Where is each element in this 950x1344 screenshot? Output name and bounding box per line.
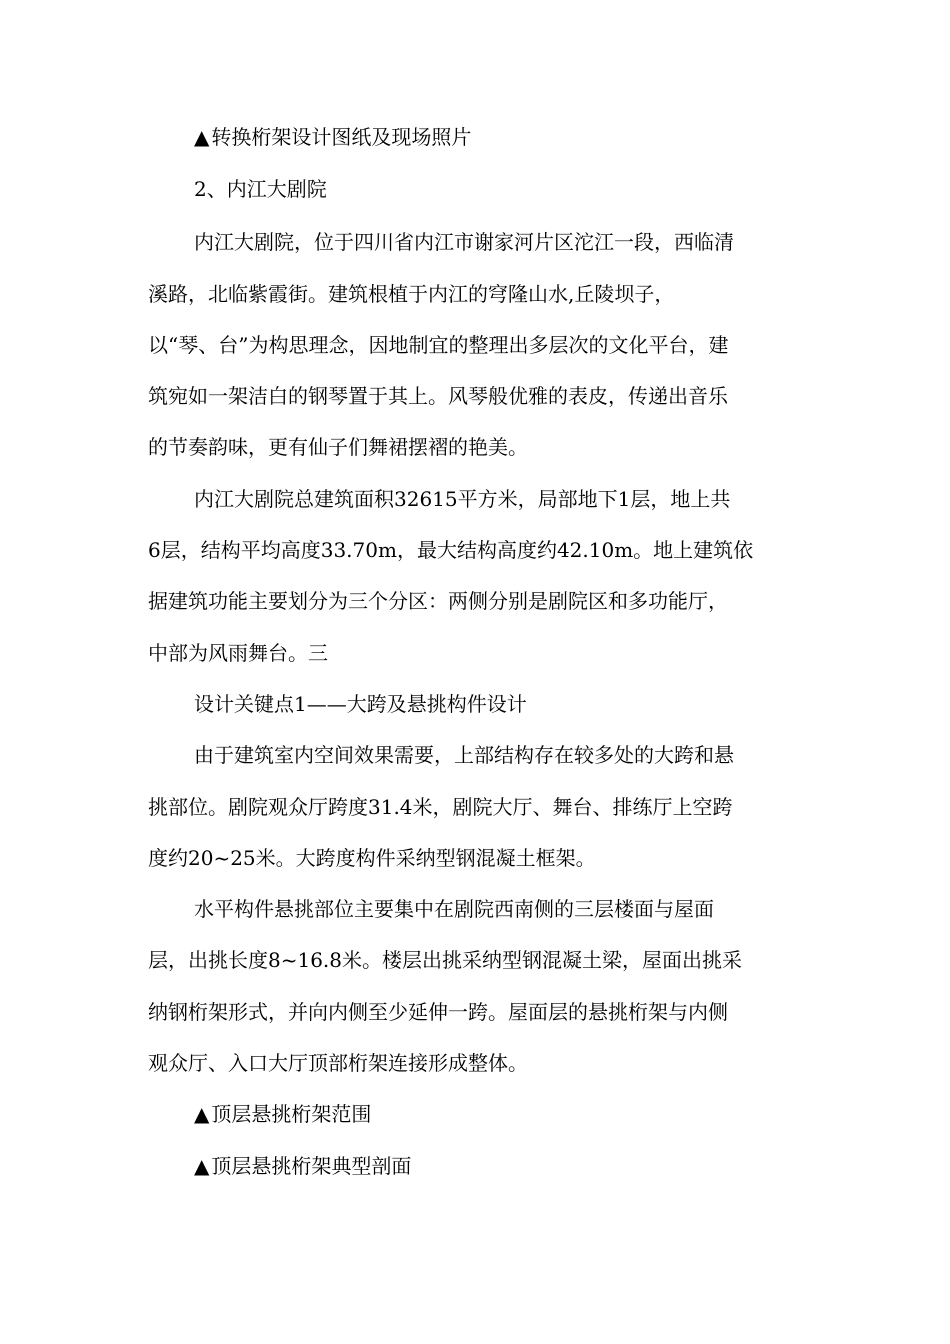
paragraph-line: 观众厅、入口大厅顶部桁架连接形成整体。 [148,1051,528,1075]
triangle-bullet-icon: ▲ [194,1102,210,1126]
paragraph-line: 6层，结构平均高度33.70m，最大结构高度约42.10m。地上建筑依 [148,538,754,562]
figure-caption-transfer-truss [194,125,471,149]
key-point-heading: 设计关键点1——大跨及悬挑构件设计 [194,692,527,716]
paragraph-line: 的节奏韵味，更有仙子们舞裙摆褶的艳美。 [148,435,528,459]
section-heading: 2、内江大剧院 [194,177,327,201]
caption-text: 顶层悬挑桁架典型剖面 [211,1154,412,1178]
paragraph-line: 以“琴、台”为构思理念，因地制宜的整理出多层次的文化平台，建 [148,333,729,357]
paragraph-line: 挑部位。剧院观众厅跨度31.4米，剧院大厅、舞台、排练厅上空跨 [148,795,733,819]
paragraph-line: 据建筑功能主要划分为三个分区：两侧分别是剧院区和多功能厅， [148,589,728,613]
paragraph-line: 水平构件悬挑部位主要集中在剧院西南侧的三层楼面与屋面 [194,897,714,921]
paragraph-line: 层，出挑长度8~16.8米。楼层出挑采纳型钢混凝土梁，屋面出挑采 [148,948,743,972]
paragraph-line: 中部为风雨舞台。三 [148,641,328,665]
triangle-bullet-icon: ▲ [194,1154,210,1178]
paragraph-line: 筑宛如一架洁白的钢琴置于其上。风琴般优雅的表皮，传递出音乐 [148,384,728,408]
paragraph-line: 内江大剧院，位于四川省内江市谢家河片区沱江一段，西临清 [194,230,734,254]
figure-caption-cantilever-range [194,1102,371,1126]
caption-text: 转换桁架设计图纸及现场照片 [211,125,472,149]
paragraph-line: 纳钢桁架形式，并向内侧至少延伸一跨。屋面层的悬挑桁架与内侧 [148,1000,728,1024]
caption-text: 顶层悬挑桁架范围 [211,1102,372,1126]
paragraph-line: 度约20~25米。大跨度构件采纳型钢混凝土框架。 [148,846,596,870]
figure-caption-cantilever-section [194,1154,411,1178]
triangle-bullet-icon: ▲ [194,125,210,149]
paragraph-line: 由于建筑室内空间效果需要，上部结构存在较多处的大跨和悬 [194,743,734,767]
paragraph-line: 内江大剧院总建筑面积32615平方米，局部地下1层，地上共 [194,487,731,511]
paragraph-line: 溪路，北临紫霞街。建筑根植于内江的穹隆山水,丘陵坝子， [148,282,675,306]
